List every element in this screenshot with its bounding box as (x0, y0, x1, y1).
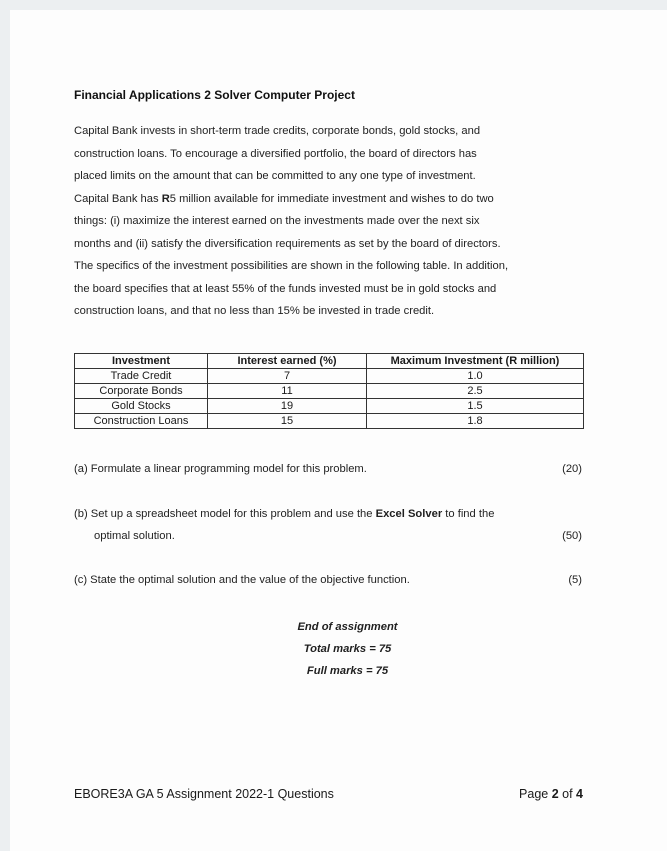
intro-line (74, 188, 594, 211)
question-c (74, 569, 582, 591)
intro-text: 5 million available for immediate investment and wishes to do two (169, 192, 494, 205)
question-c-text: (c) State the optimal solution and the value of the objective function. (74, 574, 410, 586)
cell-investment: Corporate Bonds (75, 384, 208, 399)
footer-page-number (519, 787, 583, 801)
page-total: 4 (576, 787, 583, 801)
question-b (74, 503, 582, 547)
cell-interest: 7 (208, 369, 367, 384)
document-title: Financial Applications 2 Solver Computer Project (74, 88, 355, 102)
header-interest: Interest earned (%) (208, 354, 367, 369)
footer-course-code: EBORE3A GA 5 Assignment 2022-1 Questions (74, 787, 334, 801)
intro-line: things: (i) maximize the interest earned on the investments made over the next six (74, 215, 480, 227)
intro-line: placed limits on the amount that can be committed to any one type of investment. (74, 170, 476, 182)
header-max-investment: Maximum Investment (R million) (367, 354, 584, 369)
investment-table (74, 353, 584, 429)
table-header-row (75, 354, 584, 369)
cell-investment: Gold Stocks (75, 399, 208, 414)
currency-symbol: R (161, 192, 170, 205)
intro-line: Capital Bank invests in short-term trade credits, corporate bonds, gold stocks, and (74, 125, 481, 137)
intro-text: Capital Bank has (74, 192, 162, 205)
question-c-marks: (5) (568, 574, 582, 586)
table-row (75, 414, 584, 429)
document-page (10, 10, 667, 851)
cell-interest: 11 (208, 384, 367, 399)
question-b-continuation: optimal solution. (94, 530, 175, 542)
intro-line: the board specifies that at least 55% of the funds invested must be in gold stocks and (74, 282, 497, 295)
question-a-text: (a) Formulate a linear programming model for this problem. (74, 463, 367, 475)
page-word: Page (519, 787, 552, 801)
cell-interest: 15 (208, 414, 367, 429)
question-b-marks: (50) (562, 530, 582, 542)
table-row (75, 369, 584, 384)
intro-line: construction loans, and that no less than 15% be invested in trade credit. (74, 305, 435, 317)
full-marks: Full marks = 75 (306, 665, 389, 677)
cell-max: 1.8 (367, 414, 584, 429)
question-a (74, 458, 582, 480)
question-a-marks: (20) (562, 463, 582, 475)
cell-interest: 19 (208, 399, 367, 414)
end-of-assignment: End of assignment (297, 621, 398, 633)
total-marks: Total marks = 75 (303, 643, 392, 655)
table-row (75, 384, 584, 399)
cell-max: 1.5 (367, 399, 584, 414)
intro-line: construction loans. To encourage a diversified portfolio, the board of directors has (74, 147, 477, 160)
of-word: of (558, 787, 577, 801)
header-investment: Investment (75, 354, 208, 369)
cell-max: 2.5 (367, 384, 584, 399)
excel-solver-label: Excel Solver (375, 508, 443, 520)
page-current: 2 (551, 787, 559, 801)
cell-investment: Construction Loans (75, 414, 208, 429)
cell-max: 1.0 (367, 369, 584, 384)
question-b-text (74, 508, 494, 520)
table-row (75, 399, 584, 414)
question-b-text-before: (b) Set up a spreadsheet model for this problem and use the (74, 508, 376, 520)
question-b-text-after: to find the (442, 508, 495, 520)
intro-paragraph (74, 120, 594, 323)
cell-investment: Trade Credit (75, 369, 208, 384)
intro-line: The specifics of the investment possibilities are shown in the following table. In addition, (74, 260, 509, 272)
intro-line: months and (ii) satisfy the diversification requirements as set by the board of directors. (74, 237, 501, 250)
